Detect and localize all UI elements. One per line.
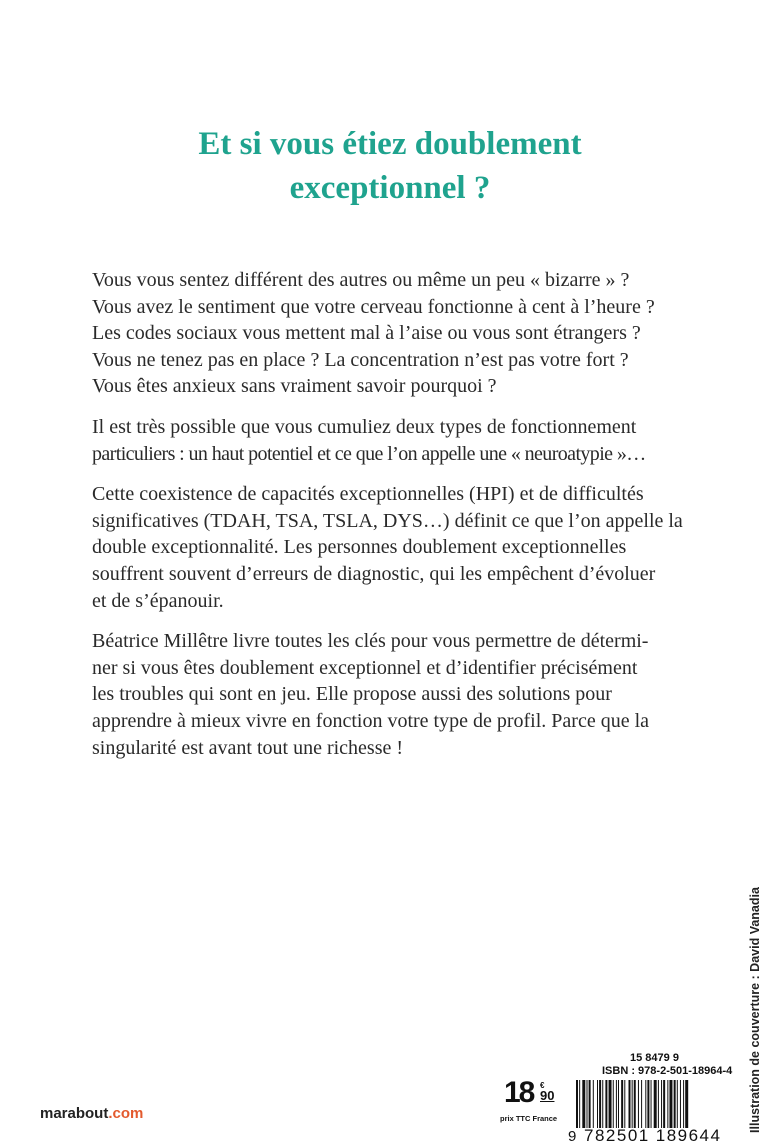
barcode-bar bbox=[634, 1080, 636, 1128]
barcode-bar bbox=[602, 1080, 603, 1128]
blurb-line: particuliers : un haut potentiel et ce que l’on appelle une « neuroatypie »… bbox=[92, 442, 646, 465]
publisher-domain: .com bbox=[108, 1105, 144, 1122]
isbn-label: ISBN : 978-2-501-18964-4 bbox=[602, 1065, 733, 1077]
barcode-bar bbox=[651, 1080, 652, 1128]
blurb-paragraph bbox=[92, 267, 732, 400]
price-tag bbox=[500, 1076, 560, 1136]
barcode-bar bbox=[683, 1080, 684, 1128]
barcode-bar bbox=[613, 1080, 614, 1128]
blurb-line: significatives (TDAH, TSA, TSLA, DYS…) définit ce que l’on appelle la bbox=[92, 509, 683, 532]
illustration-credit bbox=[742, 880, 768, 1140]
blurb-line: les troubles qui sont en jeu. Elle propose aussi des solutions pour bbox=[92, 683, 612, 706]
barcode-bar bbox=[582, 1080, 585, 1128]
blurb-line: singularité est avant tout une richesse ! bbox=[92, 736, 404, 759]
illustration-credit-text: Illustration de couverture : David Vanadia bbox=[748, 887, 762, 1133]
barcode-bar bbox=[579, 1080, 580, 1128]
barcode-bar bbox=[618, 1080, 619, 1128]
headline-line-2: exceptionnel ? bbox=[289, 170, 491, 206]
barcode-bar bbox=[680, 1080, 681, 1128]
blurb-line: souffrent souvent d’erreurs de diagnostic, qui les empêchent d’évoluer bbox=[92, 562, 656, 585]
blurb-line: ner si vous êtes doublement exceptionnel et d’identifier précisément bbox=[92, 656, 638, 679]
barcode-bar bbox=[638, 1080, 639, 1128]
barcode-bar bbox=[593, 1080, 594, 1128]
barcode-bar bbox=[589, 1080, 591, 1128]
blurb-paragraph bbox=[92, 481, 732, 614]
blurb-line: Vous avez le sentiment que votre cerveau fonctionne à cent à l’heure ? bbox=[92, 295, 655, 318]
barcode-bar bbox=[669, 1080, 672, 1128]
headline-line-1: Et si vous étiez doublement bbox=[198, 126, 582, 162]
blurb-line: Vous vous sentez différent des autres ou même un peu « bizarre » ? bbox=[92, 269, 630, 291]
blurb-line: et de s’épanouir. bbox=[92, 589, 224, 612]
barcode-bar bbox=[658, 1080, 659, 1128]
barcode-bar bbox=[661, 1080, 662, 1128]
price-currency: € bbox=[540, 1081, 545, 1090]
blurb-line: Béatrice Millêtre livre toutes les clés pour vous permettre de détermi- bbox=[92, 630, 649, 653]
blurb bbox=[92, 267, 732, 775]
product-code: 15 8479 9 bbox=[630, 1052, 679, 1064]
blurb-line: Vous êtes anxieux sans vraiment savoir pourquoi ? bbox=[92, 375, 497, 398]
barcode-bar bbox=[597, 1080, 598, 1128]
barcode-digits-right: 189644 bbox=[655, 1126, 722, 1145]
barcode-bar bbox=[605, 1080, 607, 1128]
barcode-bar bbox=[587, 1080, 588, 1128]
back-cover-headline bbox=[0, 122, 780, 210]
blurb-paragraph bbox=[92, 628, 732, 761]
barcode-digit-first: 9 bbox=[568, 1128, 577, 1145]
barcode-bar bbox=[667, 1080, 668, 1128]
barcode-bar bbox=[629, 1080, 631, 1128]
publisher-name: marabout bbox=[40, 1105, 109, 1122]
isbn-barcode bbox=[568, 1052, 738, 1145]
barcode-bar bbox=[632, 1080, 633, 1128]
barcode-bar bbox=[674, 1080, 676, 1128]
barcode-bar bbox=[685, 1080, 688, 1128]
blurb-line: Vous ne tenez pas en place ? La concentration n’est pas votre fort ? bbox=[92, 348, 629, 371]
blurb-line: Les codes sociaux vous mettent mal à l’aise ou vous sont étrangers ? bbox=[92, 322, 641, 345]
barcode-bars bbox=[576, 1080, 732, 1128]
price-euros: 18 bbox=[504, 1076, 534, 1109]
barcode-bar bbox=[647, 1080, 649, 1128]
barcode-digits-left: 782501 bbox=[584, 1126, 650, 1145]
barcode-bar bbox=[621, 1080, 623, 1128]
barcode-bar bbox=[677, 1080, 678, 1128]
barcode-bar bbox=[624, 1080, 625, 1128]
barcode-bar bbox=[663, 1080, 665, 1128]
barcode-bar bbox=[576, 1080, 578, 1128]
blurb-line: apprendre à mieux vivre en fonction votre type de profil. Parce que la bbox=[92, 709, 650, 732]
barcode-bar bbox=[645, 1080, 646, 1128]
barcode-digits bbox=[568, 1126, 738, 1144]
price-note: prix TTC France bbox=[500, 1114, 558, 1123]
barcode-bar bbox=[616, 1080, 617, 1128]
barcode-bar bbox=[609, 1080, 612, 1128]
publisher-logo bbox=[40, 1105, 143, 1122]
blurb-line: double exceptionnalité. Les personnes doublement exceptionnelles bbox=[92, 536, 627, 559]
blurb-line: Il est très possible que vous cumuliez deux types de fonctionnement bbox=[92, 415, 637, 438]
blurb-line: Cette coexistence de capacités exceptionnelles (HPI) et de difficultés bbox=[92, 483, 644, 506]
blurb-paragraph bbox=[92, 414, 732, 467]
barcode-bar bbox=[599, 1080, 601, 1128]
barcode-bar bbox=[654, 1080, 657, 1128]
barcode-bar bbox=[641, 1080, 642, 1128]
price-cents: 90 bbox=[540, 1088, 555, 1103]
